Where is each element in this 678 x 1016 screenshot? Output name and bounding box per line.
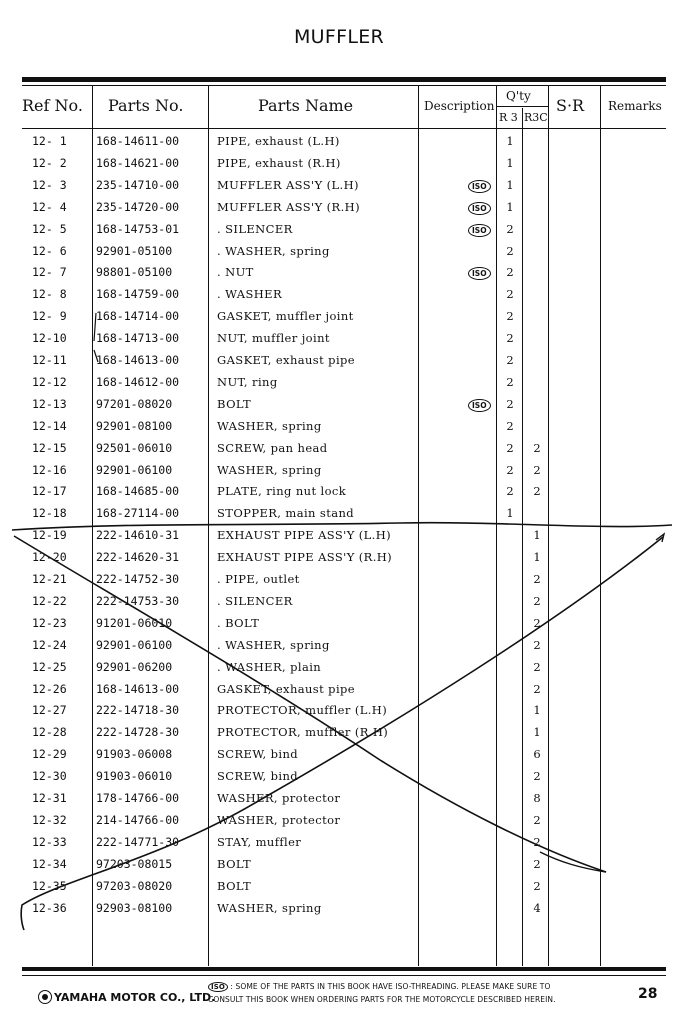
ref-no-cell: 12-21 (32, 572, 67, 586)
qty-r3-cell: 1 (506, 199, 514, 214)
qty-r3-cell: 2 (506, 374, 514, 389)
part-name-cell: PIPE, exhaust (R.H) (217, 155, 341, 170)
qty-r3c-cell: 1 (533, 703, 541, 718)
qty-r3c-cell: 2 (533, 572, 541, 586)
part-name-cell: . SILENCER (217, 593, 293, 608)
part-name-cell: . BOLT (217, 615, 260, 630)
part-no-cell: 92903-08100 (96, 900, 173, 915)
part-name-cell: EXHAUST PIPE ASS'Y (R.H) (217, 550, 393, 565)
part-no-cell: 97201-08020 (96, 396, 173, 411)
header-qty-r3c: R3C (524, 111, 548, 124)
ref-no-cell: 12-28 (32, 725, 67, 740)
part-name-cell: EXHAUST PIPE ASS'Y (L.H) (217, 528, 392, 543)
part-name-cell: BOLT (217, 856, 252, 871)
part-no-cell: 168-14611-00 (96, 134, 180, 148)
qty-r3c-cell: 2 (533, 769, 541, 784)
ref-no-cell: 12-25 (32, 659, 67, 674)
part-no-cell: 168-14714-00 (96, 309, 180, 324)
iso-mark-icon: ISO (468, 267, 491, 280)
part-name-cell: SCREW, pan head (217, 440, 328, 455)
part-name-cell: . WASHER, spring (217, 243, 330, 258)
part-no-cell: 91903-06008 (96, 747, 173, 762)
part-name-cell: PLATE, ring nut lock (217, 484, 347, 499)
iso-footnote (208, 980, 556, 1006)
part-no-cell: 168-14621-00 (96, 155, 180, 170)
part-name-cell: WASHER, protector (217, 791, 341, 805)
part-name-cell: SCREW, bind (217, 747, 299, 762)
part-name-cell: WASHER, spring (217, 462, 322, 477)
qty-r3-cell: 2 (506, 309, 514, 324)
qty-r3-cell: 2 (506, 462, 514, 477)
part-name-cell: PIPE, exhaust (L.H) (217, 134, 340, 148)
qty-r3-cell: 2 (506, 418, 514, 433)
part-no-cell: 222-14620-31 (96, 550, 180, 565)
part-no-cell: 222-14752-30 (96, 572, 180, 586)
part-no-cell: 214-14766-00 (96, 812, 180, 827)
part-no-cell: 168-14713-00 (96, 331, 180, 346)
qty-r3-cell: 1 (506, 155, 514, 170)
ref-no-cell: 12-35 (32, 878, 67, 893)
ref-no-cell: 12-22 (32, 593, 67, 608)
page-title: MUFFLER (293, 26, 385, 48)
ref-no-cell: 12-30 (32, 769, 67, 784)
ref-no-cell: 12-34 (32, 856, 67, 871)
ref-no-cell: 12-19 (32, 528, 67, 543)
qty-r3c-cell: 2 (533, 484, 541, 499)
qty-r3c-cell: 2 (533, 834, 541, 849)
header-qty: Q'ty (506, 89, 531, 103)
ref-no-cell: 12-24 (32, 637, 67, 652)
part-no-cell: 178-14766-00 (96, 791, 180, 805)
part-name-cell: . WASHER, spring (217, 637, 330, 652)
qty-r3c-cell: 2 (533, 878, 541, 893)
part-name-cell: . SILENCER (217, 221, 293, 236)
ref-no-cell: 12-18 (32, 506, 67, 521)
part-no-cell: 235-14720-00 (96, 199, 180, 214)
part-no-cell: 92901-06200 (96, 659, 173, 674)
qty-r3-cell: 2 (506, 287, 514, 302)
ref-no-cell: 12-10 (32, 331, 67, 346)
qty-r3c-cell: 2 (533, 593, 541, 608)
part-name-cell: . WASHER (217, 287, 283, 302)
part-name-cell: PROTECTOR, muffler (R.H) (217, 725, 389, 740)
ref-no-cell: 12-27 (32, 703, 67, 718)
qty-r3c-cell: 1 (533, 528, 541, 543)
part-no-cell: 92901-06100 (96, 462, 173, 477)
qty-r3c-cell: 2 (533, 615, 541, 630)
footer-rule-thin (22, 975, 666, 976)
ref-no-cell: 12- 8 (32, 287, 67, 302)
qty-r3-cell: 2 (506, 243, 514, 258)
qty-r3-cell: 2 (506, 484, 514, 499)
footnote-line-1: : SOME OF THE PARTS IN THIS BOOK HAVE ISO-THREADING. PLEASE MAKE SURE TO (230, 982, 551, 991)
iso-mark-icon: ISO (208, 982, 228, 992)
header-sr: S·R (556, 96, 585, 115)
header-ref-no: Ref No. (22, 96, 83, 115)
ref-no-cell: 12-20 (32, 550, 67, 565)
part-no-cell: 92901-08100 (96, 418, 173, 433)
qty-r3c-cell: 2 (533, 637, 541, 652)
ref-no-cell: 12- 1 (32, 134, 67, 148)
part-no-cell: 168-14613-00 (96, 353, 180, 367)
header-remarks: Remarks (608, 99, 662, 113)
ref-no-cell: 12-14 (32, 418, 67, 433)
part-no-cell: 222-14753-30 (96, 593, 180, 608)
iso-mark-icon: ISO (468, 224, 491, 237)
ref-no-cell: 12-23 (32, 615, 67, 630)
qty-r3-cell: 2 (506, 353, 514, 367)
ref-no-cell: 12- 6 (32, 243, 67, 258)
qty-r3c-cell: 2 (533, 681, 541, 696)
part-name-cell: . NUT (217, 265, 254, 280)
part-name-cell: MUFFLER ASS'Y (L.H) (217, 177, 359, 192)
ref-no-cell: 12-17 (32, 484, 67, 499)
part-no-cell: 97203-08015 (96, 856, 173, 871)
part-name-cell: WASHER, spring (217, 900, 322, 915)
part-name-cell: NUT, muffler joint (217, 331, 330, 346)
ref-no-cell: 12- 4 (32, 199, 67, 214)
qty-r3-cell: 2 (506, 440, 514, 455)
ref-no-cell: 12- 2 (32, 155, 67, 170)
part-name-cell: GASKET, exhaust pipe (217, 353, 355, 367)
iso-mark-icon: ISO (468, 399, 491, 412)
ref-no-cell: 12-26 (32, 681, 67, 696)
part-no-cell: 168-14613-00 (96, 681, 180, 696)
part-name-cell: PROTECTOR, muffler (L.H) (217, 703, 388, 718)
qty-r3c-cell: 4 (533, 900, 541, 915)
part-no-cell: 168-14685-00 (96, 484, 180, 499)
qty-r3-cell: 2 (506, 331, 514, 346)
part-no-cell: 222-14610-31 (96, 528, 180, 543)
yamaha-emblem-icon (38, 990, 52, 1004)
qty-r3c-cell: 1 (533, 550, 541, 565)
ref-no-cell: 12- 9 (32, 309, 67, 324)
qty-r3c-cell: 6 (533, 747, 541, 762)
qty-r3-cell: 2 (506, 265, 514, 280)
part-name-cell: MUFFLER ASS'Y (R.H) (217, 199, 360, 214)
qty-r3-cell: 2 (506, 221, 514, 236)
part-name-cell: . WASHER, plain (217, 659, 322, 674)
part-name-cell: GASKET, exhaust pipe (217, 681, 355, 696)
part-name-cell: NUT, ring (217, 374, 278, 389)
qty-r3c-cell: 1 (533, 725, 541, 740)
ref-no-cell: 12-31 (32, 791, 67, 805)
footnote-line-2: CONSULT THIS BOOK WHEN ORDERING PARTS FOR THE MOTORCYCLE DESCRIBED HEREIN. (208, 995, 556, 1004)
part-name-cell: BOLT (217, 396, 252, 411)
qty-r3-cell: 1 (506, 134, 514, 148)
company-name: YAMAHA MOTOR CO., LTD. (54, 991, 216, 1004)
part-no-cell: 168-14759-00 (96, 287, 180, 302)
ref-no-cell: 12-29 (32, 747, 67, 762)
part-no-cell: 235-14710-00 (96, 177, 180, 192)
part-no-cell: 168-27114-00 (96, 506, 180, 521)
part-name-cell: . PIPE, outlet (217, 572, 300, 586)
ref-no-cell: 12-15 (32, 440, 67, 455)
qty-r3c-cell: 2 (533, 812, 541, 827)
qty-r3c-cell: 2 (533, 856, 541, 871)
iso-mark-icon: ISO (468, 202, 491, 215)
ref-no-cell: 12- 7 (32, 265, 67, 280)
part-no-cell: 92901-06100 (96, 637, 173, 652)
part-no-cell: 92501-06010 (96, 440, 173, 455)
ref-no-cell: 12- 3 (32, 177, 67, 192)
part-name-cell: WASHER, protector (217, 812, 341, 827)
part-no-cell: 97203-08020 (96, 878, 173, 893)
part-no-cell: 222-14718-30 (96, 703, 180, 718)
qty-r3c-cell: 2 (533, 462, 541, 477)
qty-r3c-cell: 2 (533, 440, 541, 455)
part-name-cell: STOPPER, main stand (217, 506, 355, 521)
iso-mark-icon: ISO (468, 180, 491, 193)
part-name-cell: BOLT (217, 878, 252, 893)
part-no-cell: 91201-06010 (96, 615, 173, 630)
part-name-cell: STAY, muffler (217, 834, 302, 849)
part-no-cell: 222-14728-30 (96, 725, 180, 740)
qty-r3-cell: 2 (506, 396, 514, 411)
page-number: 28 (638, 986, 658, 1002)
qty-r3-cell: 1 (506, 177, 514, 192)
part-no-cell: 168-14612-00 (96, 374, 180, 389)
header-parts-name: Parts Name (258, 96, 354, 115)
ref-no-cell: 12- 5 (32, 221, 67, 236)
ref-no-cell: 12-16 (32, 462, 67, 477)
ref-no-cell: 12-11 (32, 353, 67, 367)
header-description: Description (424, 99, 495, 113)
ref-no-cell: 12-12 (32, 374, 67, 389)
ref-no-cell: 12-13 (32, 396, 67, 411)
ref-no-cell: 12-36 (32, 900, 67, 915)
company-logo (38, 990, 215, 1004)
qty-r3c-cell: 2 (533, 659, 541, 674)
part-no-cell: 98801-05100 (96, 265, 173, 280)
part-no-cell: 222-14771-30 (96, 834, 180, 849)
qty-r3c-cell: 8 (533, 791, 541, 805)
header-parts-no: Parts No. (108, 96, 184, 115)
part-name-cell: WASHER, spring (217, 418, 322, 433)
part-no-cell: 91903-06010 (96, 769, 173, 784)
header-qty-r3: R 3 (499, 111, 518, 124)
part-no-cell: 168-14753-01 (96, 221, 180, 236)
footer-rule-thick (22, 967, 666, 971)
qty-r3-cell: 1 (506, 506, 514, 521)
ref-no-cell: 12-33 (32, 834, 67, 849)
ref-no-cell: 12-32 (32, 812, 67, 827)
part-no-cell: 92901-05100 (96, 243, 173, 258)
part-name-cell: GASKET, muffler joint (217, 309, 354, 324)
part-name-cell: SCREW, bind (217, 769, 299, 784)
